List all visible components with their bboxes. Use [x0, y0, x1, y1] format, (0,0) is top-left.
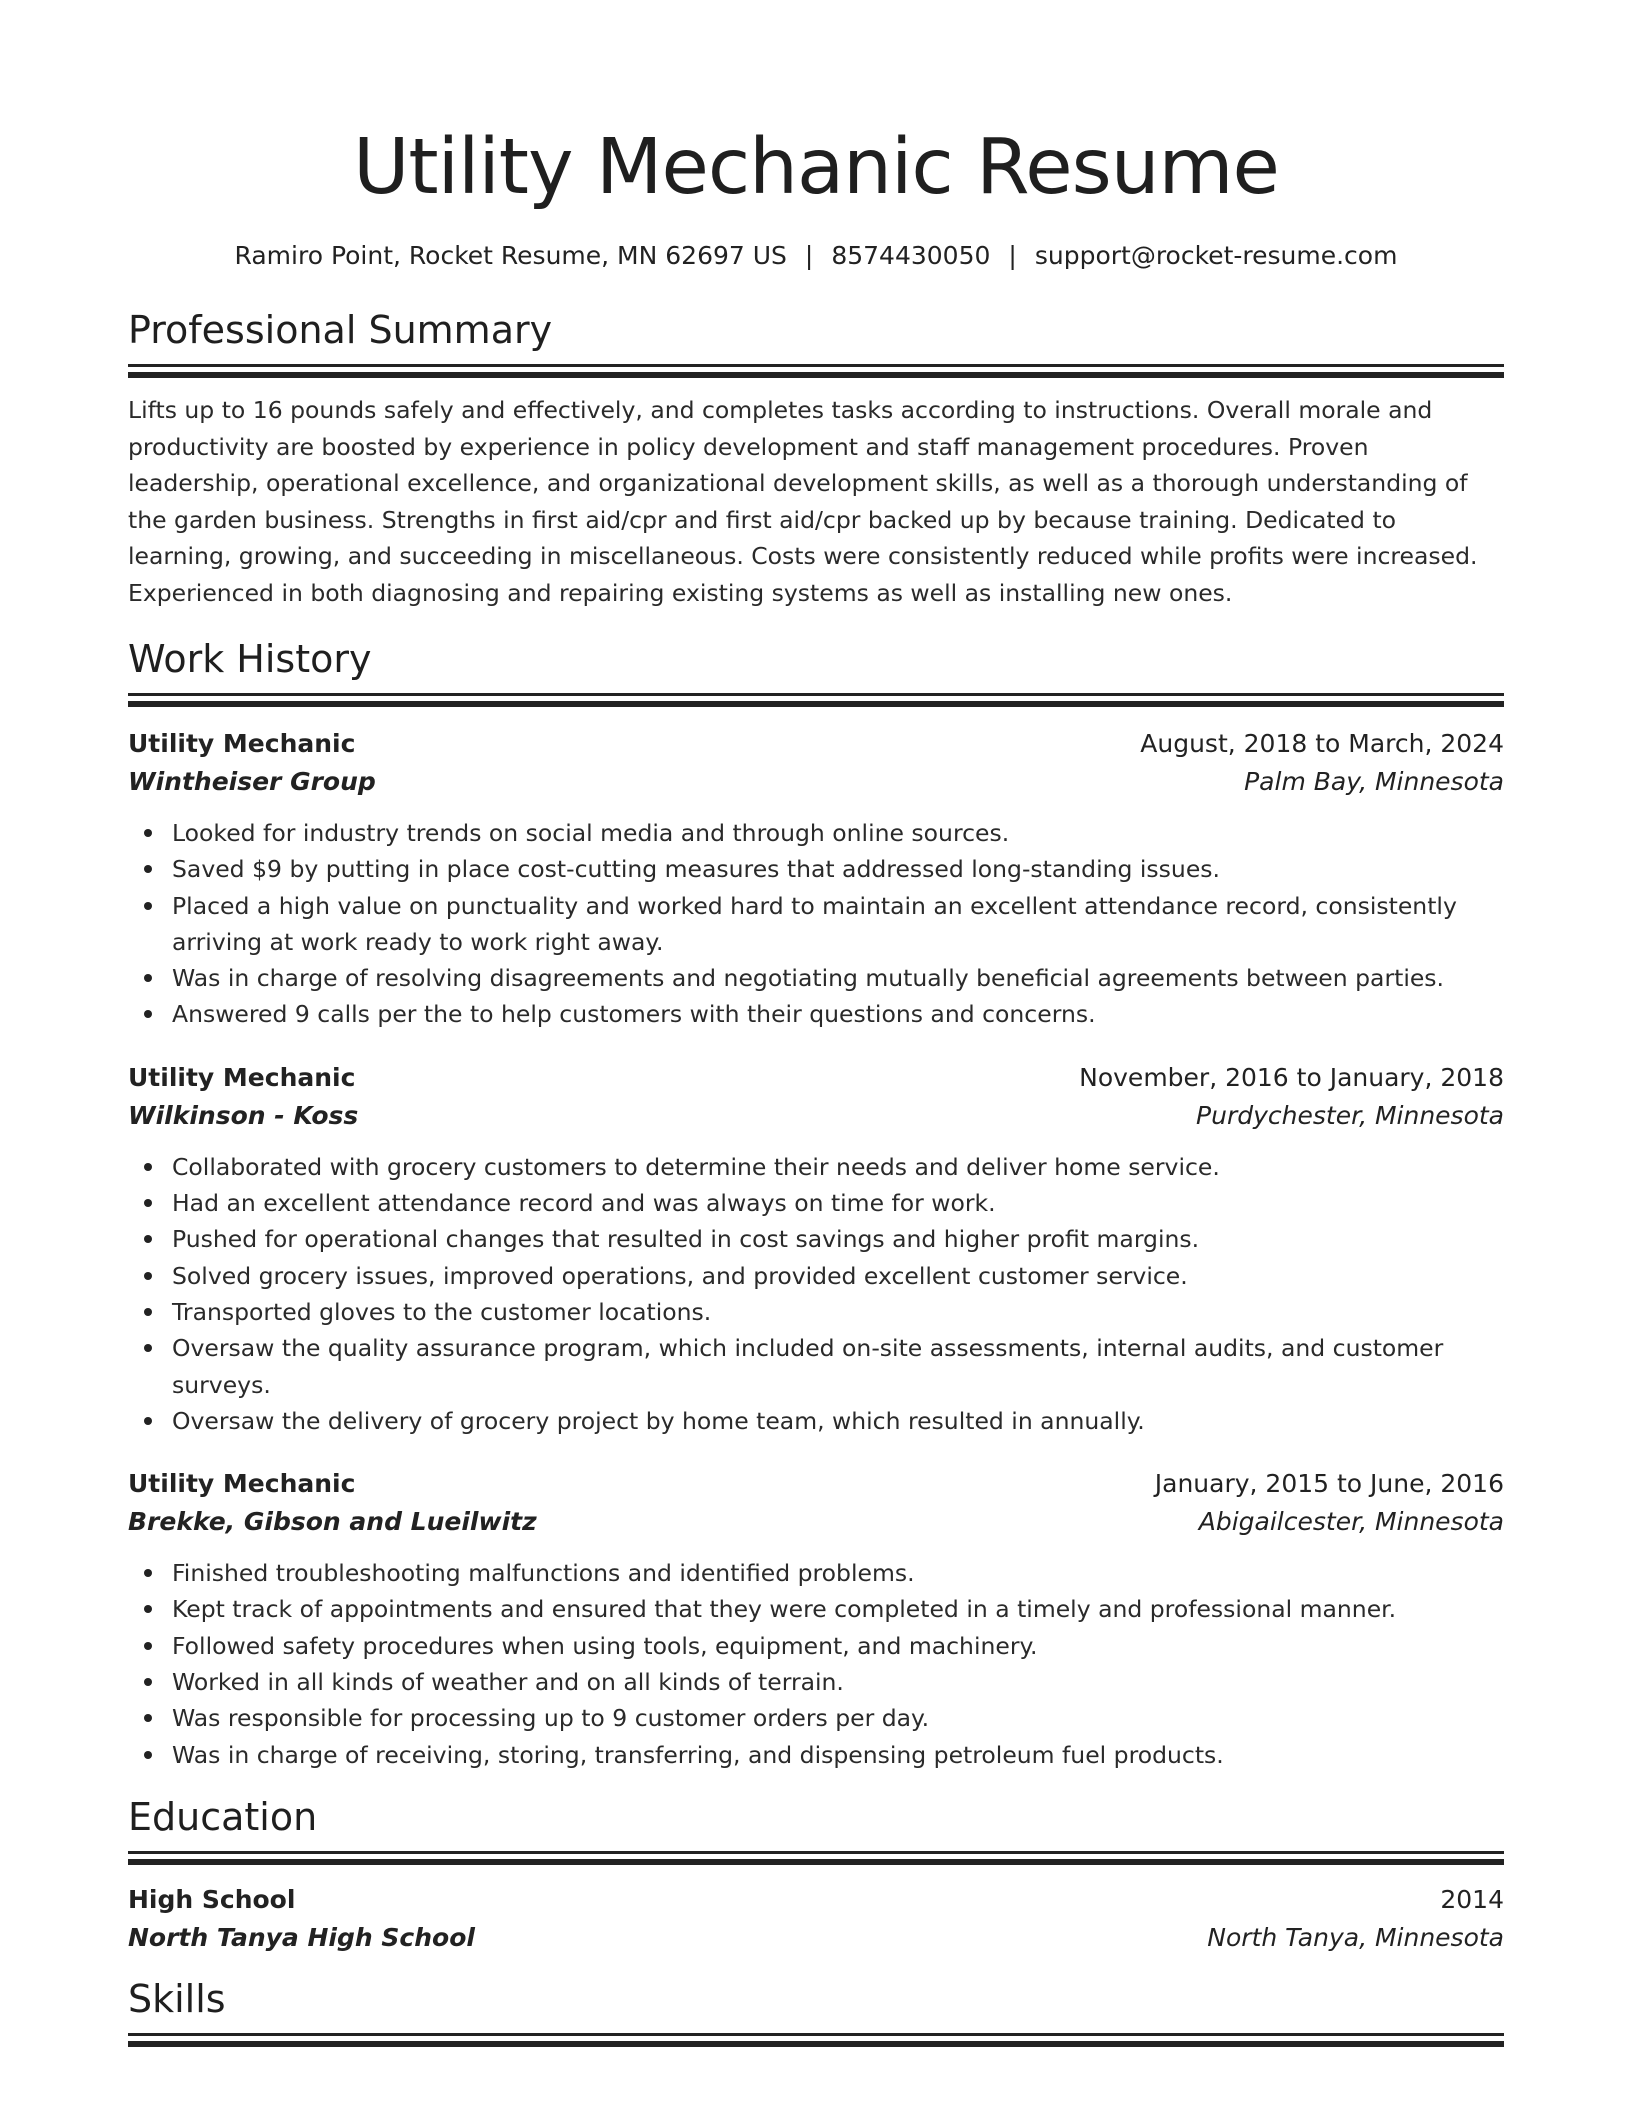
- job-bullet: Oversaw the delivery of grocery project by home team, which resulted in annually.: [172, 1403, 1504, 1439]
- skills-section: [128, 1975, 1504, 2047]
- section-divider-thick: [128, 372, 1504, 378]
- education-school: North Tanya High School: [128, 1922, 475, 1952]
- job-company: Wilkinson - Koss: [128, 1100, 359, 1130]
- contact-email[interactable]: support@rocket-resume.com: [1034, 241, 1398, 270]
- job-company: Wintheiser Group: [128, 767, 376, 796]
- contact-separator: |: [804, 241, 814, 270]
- job-title: Utility Mechanic: [128, 729, 356, 758]
- section-divider: [128, 1851, 1504, 1854]
- section-divider-thick: [128, 701, 1504, 707]
- job-bullet: Transported gloves to the customer locations.: [172, 1294, 1504, 1330]
- education-year: 2014: [1440, 1884, 1504, 1914]
- education-school-row: [128, 1919, 1504, 1957]
- job-header-row: [128, 1465, 1504, 1503]
- job-dates: August, 2018 to March, 2024: [1140, 729, 1504, 758]
- contact-phone: 8574430050: [831, 241, 991, 270]
- job-location: Abigailcester, Minnesota: [1198, 1507, 1504, 1537]
- section-divider-thick: [128, 1859, 1504, 1865]
- contact-line: [128, 240, 1504, 272]
- job-entry: [128, 1465, 1504, 1773]
- education-entry: [128, 1881, 1504, 1957]
- job-bullet: Had an excellent attendance record and was always on time for work.: [172, 1185, 1504, 1221]
- job-header-row: [128, 1059, 1504, 1097]
- job-bullet-list: [128, 815, 1504, 1033]
- job-dates: November, 2016 to January, 2018: [1079, 1062, 1504, 1092]
- job-bullet: Pushed for operational changes that resulted in cost savings and higher profit margins.: [172, 1221, 1504, 1257]
- job-bullet: Placed a high value on punctuality and worked hard to maintain an excellent attendance record, consistently arriving at work ready to work right away.: [172, 888, 1504, 961]
- job-bullet-list: [128, 1149, 1504, 1439]
- job-location: Purdychester, Minnesota: [1196, 1100, 1504, 1130]
- education-section: [128, 1793, 1504, 1957]
- education-degree: High School: [128, 1884, 296, 1914]
- work-history-section: [128, 635, 1504, 1773]
- section-divider: [128, 2033, 1504, 2036]
- contact-address: Ramiro Point, Rocket Resume, MN 62697 US: [234, 241, 787, 270]
- job-bullet: Followed safety procedures when using tools, equipment, and machinery.: [172, 1628, 1504, 1664]
- summary-section: [128, 306, 1504, 611]
- summary-heading: Professional Summary: [128, 308, 553, 352]
- resume-title: Utility Mechanic Resume: [353, 123, 1279, 212]
- job-bullet: Solved grocery issues, improved operations, and provided excellent customer service.: [172, 1258, 1504, 1294]
- job-header-row: [128, 725, 1504, 763]
- job-title: Utility Mechanic: [128, 1469, 356, 1499]
- section-divider-thick: [128, 2041, 1504, 2047]
- section-divider: [128, 364, 1504, 367]
- job-bullet: Finished troubleshooting malfunctions and identified problems.: [172, 1555, 1504, 1591]
- job-bullet: Collaborated with grocery customers to determine their needs and deliver home service.: [172, 1149, 1504, 1185]
- job-bullet: Looked for industry trends on social media and through online sources.: [172, 815, 1504, 851]
- job-bullet: Worked in all kinds of weather and on all kinds of terrain.: [172, 1664, 1504, 1700]
- job-bullet: Was in charge of receiving, storing, transferring, and dispensing petroleum fuel products.: [172, 1737, 1504, 1773]
- education-header-row: [128, 1881, 1504, 1919]
- job-bullet: Saved $9 by putting in place cost-cutting measures that addressed long-standing issues.: [172, 851, 1504, 887]
- job-bullet-list: [128, 1555, 1504, 1773]
- job-entry: [128, 1059, 1504, 1439]
- job-location: Palm Bay, Minnesota: [1244, 767, 1504, 796]
- work-history-heading: Work History: [128, 637, 372, 681]
- job-bullet: Answered 9 calls per the to help customers with their questions and concerns.: [172, 996, 1504, 1032]
- job-company-row: [128, 1097, 1504, 1135]
- education-location: North Tanya, Minnesota: [1207, 1922, 1504, 1952]
- job-company: Brekke, Gibson and Lueilwitz: [128, 1507, 537, 1537]
- job-bullet: Oversaw the quality assurance program, which included on-site assessments, internal audits, and customer surveys.: [172, 1330, 1504, 1403]
- contact-separator: |: [1008, 241, 1017, 270]
- education-heading: Education: [128, 1794, 318, 1839]
- job-company-row: [128, 763, 1504, 801]
- job-dates: January, 2015 to June, 2016: [1154, 1469, 1504, 1499]
- summary-text: Lifts up to 16 pounds safely and effectively, and completes tasks according to instructions. Overall morale and productivity are boosted by experience in policy development and staff management procedures. Proven leadership, operational excellence, and organizational development skills, as well as a thorough understanding of the garden business. Strengths in first aid/cpr and first aid/cpr backed up by because training. Dedicated to learning, growing, and succeeding in miscellaneous. Costs were consistently reduced while profits were increased. Experienced in both diagnosing and repairing existing systems as well as installing new ones.: [128, 396, 1478, 607]
- job-bullet: Kept track of appointments and ensured that they were completed in a timely and professional manner.: [172, 1591, 1504, 1627]
- job-company-row: [128, 1503, 1504, 1541]
- job-bullet: Was in charge of resolving disagreements and negotiating mutually beneficial agreements between parties.: [172, 960, 1504, 996]
- job-entry: [128, 725, 1504, 1033]
- job-bullet: Was responsible for processing up to 9 customer orders per day.: [172, 1700, 1504, 1736]
- skills-heading: Skills: [128, 1976, 226, 2021]
- section-divider: [128, 693, 1504, 696]
- job-title: Utility Mechanic: [128, 1062, 356, 1092]
